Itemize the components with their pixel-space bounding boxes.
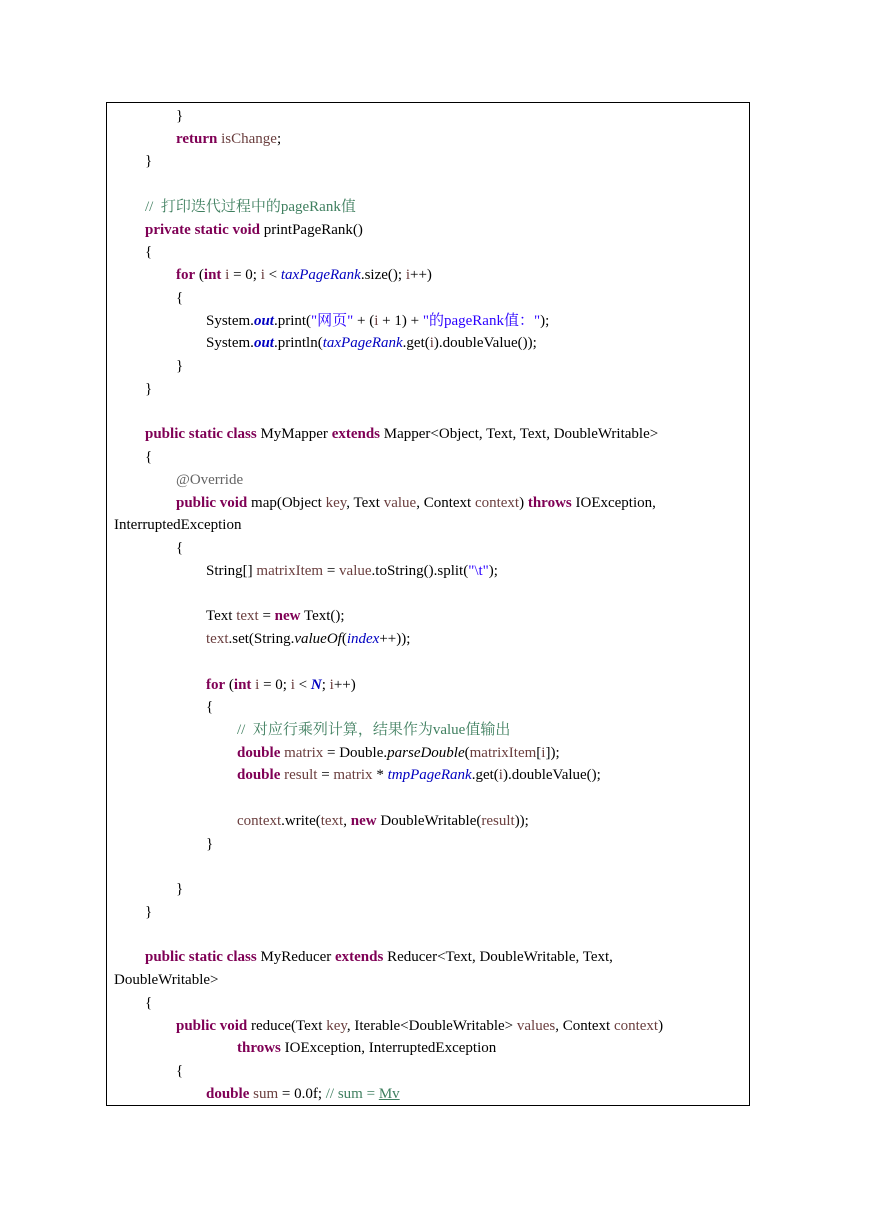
- code-token: MyMapper: [256, 426, 332, 443]
- code-line: [176, 1061, 183, 1081]
- code-token: "网页": [311, 312, 354, 329]
- code-token: tmpPageRank: [387, 767, 472, 784]
- code-token: , Context: [555, 1017, 614, 1034]
- code-token: .size();: [360, 267, 406, 284]
- code-token: i: [225, 267, 230, 284]
- code-line: [176, 106, 183, 126]
- code-token: , Iterable<DoubleWritable>: [346, 1017, 517, 1034]
- code-token: = 0;: [229, 267, 261, 284]
- code-token: i: [374, 312, 379, 329]
- code-line: [176, 288, 183, 308]
- code-token: =: [317, 767, 334, 784]
- code-token: ++));: [379, 631, 411, 648]
- code-token: + (: [353, 312, 375, 329]
- code-token: .get(: [471, 767, 499, 784]
- code-token: out: [253, 312, 274, 329]
- code-line: [145, 447, 152, 467]
- code-token: Mv: [378, 1085, 400, 1102]
- code-token: result: [481, 812, 515, 829]
- code-token: "\t": [468, 562, 489, 579]
- code-line: [206, 697, 213, 717]
- code-token: throws: [527, 494, 572, 511]
- code-token: context: [613, 1017, 659, 1034]
- code-token: );: [540, 312, 550, 329]
- code-token: {: [206, 699, 214, 716]
- code-line: [206, 333, 537, 353]
- code-token: .println(: [273, 335, 323, 352]
- code-token: // sum =: [325, 1085, 379, 1102]
- code-token: text: [320, 812, 344, 829]
- code-token: context: [474, 494, 520, 511]
- code-token: public static class: [145, 426, 257, 443]
- code-token: System.: [206, 312, 254, 329]
- code-line: [114, 515, 241, 535]
- code-line: [206, 629, 410, 649]
- code-line: [145, 993, 152, 1013]
- code-token: text: [236, 608, 259, 625]
- code-token: }: [145, 903, 153, 920]
- code-line: [145, 947, 613, 967]
- code-token: i: [498, 767, 503, 784]
- code-token: , Context: [416, 494, 475, 511]
- code-token: ).doubleValue();: [502, 767, 601, 784]
- code-token: + 1) +: [378, 312, 423, 329]
- code-token: (: [225, 676, 234, 693]
- code-token: Mapper<Object, Text, Text, DoubleWritable>: [380, 426, 659, 443]
- code-token: values: [516, 1017, 556, 1034]
- code-token: double: [237, 767, 281, 784]
- code-token: i: [405, 267, 410, 284]
- code-token: map(Object: [247, 494, 326, 511]
- code-token: new: [350, 812, 377, 829]
- code-token: ;: [321, 676, 330, 693]
- code-token: sum: [253, 1085, 279, 1102]
- code-line: [206, 1084, 400, 1104]
- code-line: [114, 970, 219, 990]
- code-token: IOException, InterruptedException: [280, 1040, 497, 1057]
- code-token: for: [176, 267, 196, 284]
- code-token: i: [541, 744, 546, 761]
- code-token: return: [176, 130, 218, 147]
- code-token: {: [176, 289, 184, 306]
- code-line: [145, 220, 363, 240]
- code-token: valueOf: [294, 631, 342, 648]
- code-token: System.: [206, 335, 254, 352]
- code-token: matrix: [333, 767, 373, 784]
- code-token: Text();: [300, 608, 345, 625]
- code-token: value: [339, 562, 372, 579]
- code-token: .print(: [273, 312, 312, 329]
- code-token: value: [383, 494, 417, 511]
- code-token: {: [176, 1063, 184, 1080]
- code-token: int: [233, 676, 252, 693]
- code-line: [206, 561, 498, 581]
- code-token: =: [323, 562, 340, 579]
- code-line: [206, 675, 356, 695]
- code-token: Text: [206, 608, 237, 625]
- code-token: {: [145, 994, 153, 1011]
- code-token: IOException,: [571, 494, 656, 511]
- code-token: .write(: [281, 812, 321, 829]
- code-token: InterruptedException: [114, 517, 242, 534]
- code-token: int: [203, 267, 222, 284]
- code-token: "的pageRank值：": [422, 312, 541, 329]
- code-token: matrix: [284, 744, 324, 761]
- code-token: N: [310, 676, 322, 693]
- code-token: ): [658, 1017, 664, 1034]
- code-token: i: [429, 335, 434, 352]
- code-token: extends: [331, 426, 381, 443]
- code-token: (: [195, 267, 204, 284]
- code-token: }: [145, 153, 153, 170]
- code-line: [176, 265, 432, 285]
- code-token: printPageRank(): [259, 221, 363, 238]
- code-token: // 打印迭代过程中的pageRank值: [145, 198, 356, 215]
- code-token: (: [464, 744, 470, 761]
- code-token: i: [290, 676, 295, 693]
- code-token: i: [260, 267, 265, 284]
- code-token: }: [176, 881, 184, 898]
- code-line: [145, 379, 152, 399]
- code-line: [176, 538, 183, 558]
- code-token: [: [536, 744, 542, 761]
- code-token: MyReducer: [256, 949, 335, 966]
- code-token: out: [253, 335, 274, 352]
- code-token: String[]: [206, 562, 257, 579]
- code-token: DoubleWritable>: [114, 972, 219, 989]
- code-token: }: [176, 358, 184, 375]
- code-token: =: [258, 608, 275, 625]
- code-token: .get(: [402, 335, 430, 352]
- code-token: double: [237, 744, 281, 761]
- code-line: [237, 1038, 496, 1058]
- code-line: [145, 242, 152, 262]
- code-token: ]);: [545, 744, 560, 761]
- code-token: {: [176, 540, 184, 557]
- code-token: ));: [514, 812, 529, 829]
- code-line: [176, 879, 183, 899]
- code-token: public void: [176, 494, 248, 511]
- code-token: matrixItem: [469, 744, 537, 761]
- code-line: [176, 1016, 663, 1036]
- code-token: result: [284, 767, 318, 784]
- code-token: double: [206, 1085, 250, 1102]
- code-token: }: [145, 380, 153, 397]
- code-line: [145, 197, 356, 217]
- code-line: [206, 311, 549, 331]
- code-token: .set(String.: [228, 631, 295, 648]
- code-line: [145, 424, 658, 444]
- code-token: for: [206, 676, 226, 693]
- code-line: [176, 356, 183, 376]
- code-token: ;: [276, 130, 282, 147]
- code-token: key: [325, 494, 347, 511]
- code-token: = 0.0f;: [278, 1085, 326, 1102]
- code-token: index: [346, 631, 380, 648]
- code-token: taxPageRank: [280, 267, 361, 284]
- code-line: [237, 720, 510, 740]
- code-token: );: [488, 562, 498, 579]
- code-line: [206, 834, 213, 854]
- code-token: .toString().split(: [371, 562, 469, 579]
- code-token: matrixItem: [256, 562, 324, 579]
- code-token: }: [206, 835, 214, 852]
- code-token: context: [237, 812, 282, 829]
- code-line: [176, 493, 656, 513]
- code-line: [237, 765, 601, 785]
- code-line: [145, 151, 152, 171]
- code-token: isChange: [221, 130, 277, 147]
- code-token: reduce(Text: [247, 1017, 327, 1034]
- code-token: (: [341, 631, 347, 648]
- code-token: taxPageRank: [322, 335, 403, 352]
- code-token: , Text: [346, 494, 384, 511]
- code-token: *: [372, 767, 388, 784]
- code-token: {: [145, 244, 153, 261]
- code-token: DoubleWritable(: [376, 812, 482, 829]
- code-token: private static void: [145, 221, 260, 238]
- code-token: public void: [176, 1017, 248, 1034]
- code-token: Reducer<Text, DoubleWritable, Text,: [383, 949, 613, 966]
- code-line: [176, 470, 243, 490]
- code-line: [145, 902, 152, 922]
- code-token: i: [255, 676, 260, 693]
- code-token: throws: [237, 1040, 281, 1057]
- code-token: // 对应行乘列计算，结果作为value值输出: [237, 721, 511, 738]
- code-line: [206, 606, 345, 626]
- code-token: ).doubleValue());: [433, 335, 537, 352]
- code-token: = 0;: [259, 676, 291, 693]
- code-token: ++): [410, 267, 432, 284]
- code-line: [237, 743, 560, 763]
- code-token: {: [145, 449, 153, 466]
- code-token: <: [294, 676, 311, 693]
- code-token: public static class: [145, 949, 257, 966]
- code-token: ): [519, 494, 528, 511]
- code-token: = Double.: [323, 744, 388, 761]
- code-token: text: [206, 631, 229, 648]
- code-line: [176, 129, 281, 149]
- code-token: extends: [335, 949, 384, 966]
- code-token: ++): [333, 676, 356, 693]
- code-line: [237, 811, 529, 831]
- code-token: i: [329, 676, 334, 693]
- code-token: new: [274, 608, 301, 625]
- code-token: <: [264, 267, 281, 284]
- code-token: key: [326, 1017, 347, 1034]
- code-token: parseDouble: [387, 744, 465, 761]
- code-token: @Override: [176, 471, 244, 488]
- code-token: }: [176, 108, 184, 124]
- code-token: ,: [343, 812, 351, 829]
